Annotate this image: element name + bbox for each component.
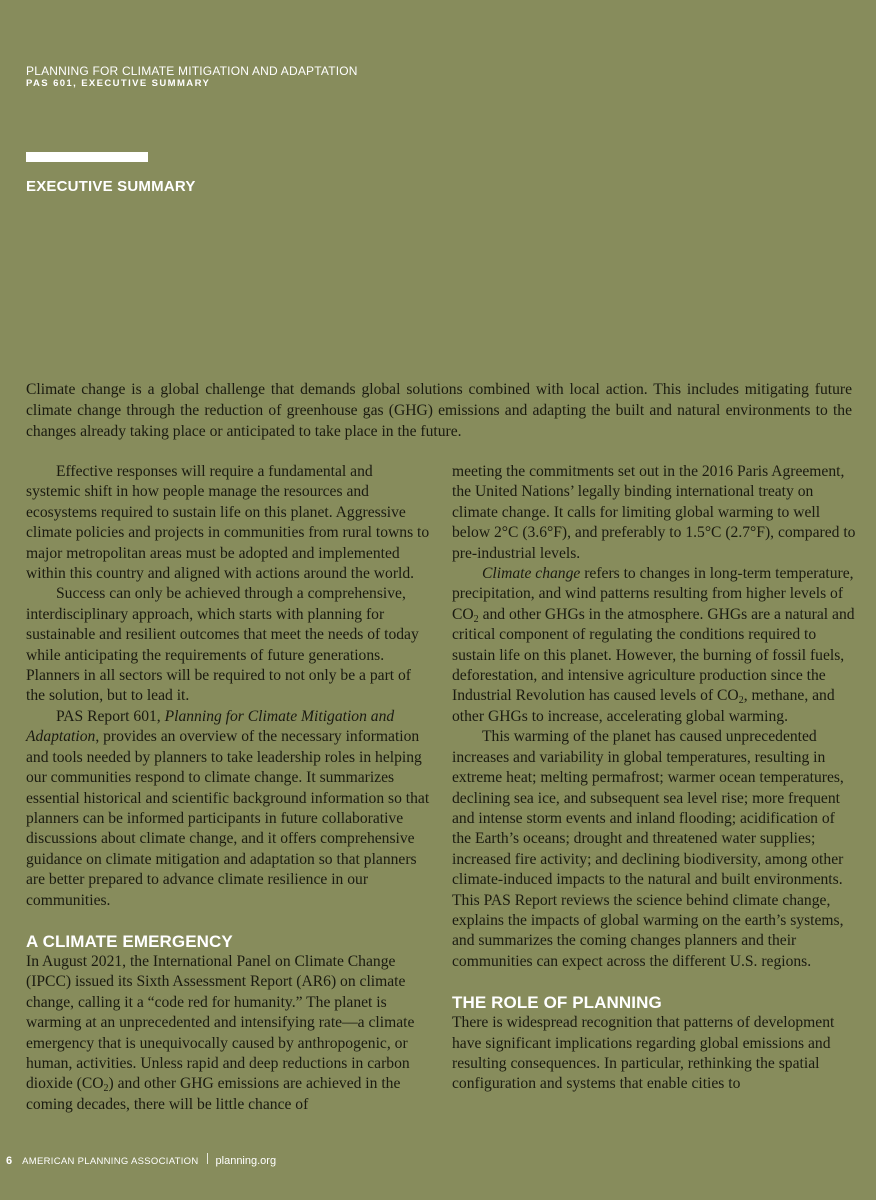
section-heading-climate-emergency: A CLIMATE EMERGENCY (26, 931, 233, 951)
body-text: In August 2021, the International Panel on Climate Change (IPCC) issued its Sixth Assessment Report (AR6) on climate change, calling it a “code red for humanity.” The planet is warming at an unprecedented and intensifying rate—a climate emergency that is unequivocally caused by anthropogenic, or human, activities. Unless rapid and deep reductions in carbon dioxide (CO (26, 952, 415, 1093)
section-rule (26, 152, 148, 162)
running-header (26, 64, 358, 90)
body-paragraph (26, 952, 430, 1115)
body-text: , methane, and other GHGs to increase, accelerating global warming. (452, 687, 835, 725)
body-text: , provides an overview of the necessary information and tools needed by planners to take leadership roles in helping our communities respond to climate change. It summarizes essential historical and scientific background information so that planners can be informed participants in future collaborative discussions about climate change, and it offers comprehensive guidance on climate mitigation and adaptation so that planners are better prepared to advance climate resilience in our communities. (26, 728, 430, 909)
body-text: refers to changes in long-term temperature, precipitation, and wind patterns resulting from higher levels of CO (452, 565, 854, 623)
body-text: ) and other GHG emissions are achieved in the coming decades, there will be little chance of (26, 1075, 401, 1113)
body-paragraph (26, 707, 430, 911)
header-report-section: PAS 601, EXECUTIVE SUMMARY (26, 78, 211, 89)
right-column (452, 462, 856, 1095)
body-paragraph (452, 564, 856, 727)
body-paragraph: Effective responses will require a fundamental and systemic shift in how people manage the resources and ecosystems required to sustain life on this planet. Aggressive climate policies and projects in communities from rural towns to major metropolitan areas must be adopted and implemented within this country and aligned with actions around the world. (26, 463, 430, 583)
subscript: 2 (103, 1083, 109, 1095)
body-paragraph: meeting the commitments set out in the 2016 Paris Agreement, the United Nations’ legally binding international treaty on climate change. It calls for limiting global warming to well below 2°C (3.6°F), and preferably to 1.5°C (2.7°F), compared to pre-industrial levels. (452, 463, 856, 562)
website-link[interactable]: planning.org (215, 1155, 277, 1167)
section-heading-role-of-planning: THE ROLE OF PLANNING (452, 993, 662, 1013)
organization-name: AMERICAN PLANNING ASSOCIATION (22, 1156, 199, 1167)
report-title-italic: Planning for Climate Mitigation and Adaptation (26, 707, 395, 746)
body-paragraph: This warming of the planet has caused unprecedented increases and variability in global temperatures, resulting in extreme heat; melting permafrost; warmer ocean temperatures, declining sea ice, and subsequent sea level rise; more frequent and intense storm events and inland flooding; acidification of the Earth’s oceans; drought and threatened water supplies; increased fire activity; and declining biodiversity, among other climate-induced impacts to the natural and built environments. This PAS Report reviews the science behind climate change, explains the impacts of global warming on the earth’s systems, and summarizes the coming changes planners and their communities can expect across the different U.S. regions. (452, 728, 844, 970)
left-column (26, 462, 430, 1115)
body-text: PAS Report 601, (56, 707, 165, 725)
page-number: 6 (6, 1155, 13, 1167)
body-text: and other GHGs in the atmosphere. GHGs are a natural and critical component of regulating the conditions required to sustain life on this planet. However, the burning of fossil fuels, deforestation, and intensive agriculture production since the Industrial Revolution has caused levels of CO (452, 605, 855, 705)
page-title: EXECUTIVE SUMMARY (26, 178, 196, 195)
subscript: 2 (738, 695, 744, 707)
body-paragraph: Success can only be achieved through a comprehensive, interdisciplinary approach, which starts with planning for sustainable and resilient outcomes that meet the needs of today while anticipating the requirements of future generations. Planners in all sectors will be required to not only be a part of the solution, but to lead it. (26, 585, 419, 705)
page-footer (6, 1153, 276, 1167)
footer-divider (207, 1153, 208, 1164)
lead-paragraph: Climate change is a global challenge that demands global solutions combined with local action. This includes mitigating future climate change through the reduction of greenhouse gas (GHG) emissions and adapting the built and natural environments to the changes already taking place or anticipated to take place in the future. (26, 381, 852, 440)
body-paragraph: There is widespread recognition that patterns of development have significant implications regarding global emissions and resulting consequences. In particular, rethinking the spatial configuration and systems that enable cities to (452, 1014, 835, 1093)
subscript: 2 (473, 613, 479, 625)
defined-term: Climate change (482, 565, 581, 583)
header-report-title: PLANNING FOR CLIMATE MITIGATION AND ADAPTATION (26, 64, 358, 78)
